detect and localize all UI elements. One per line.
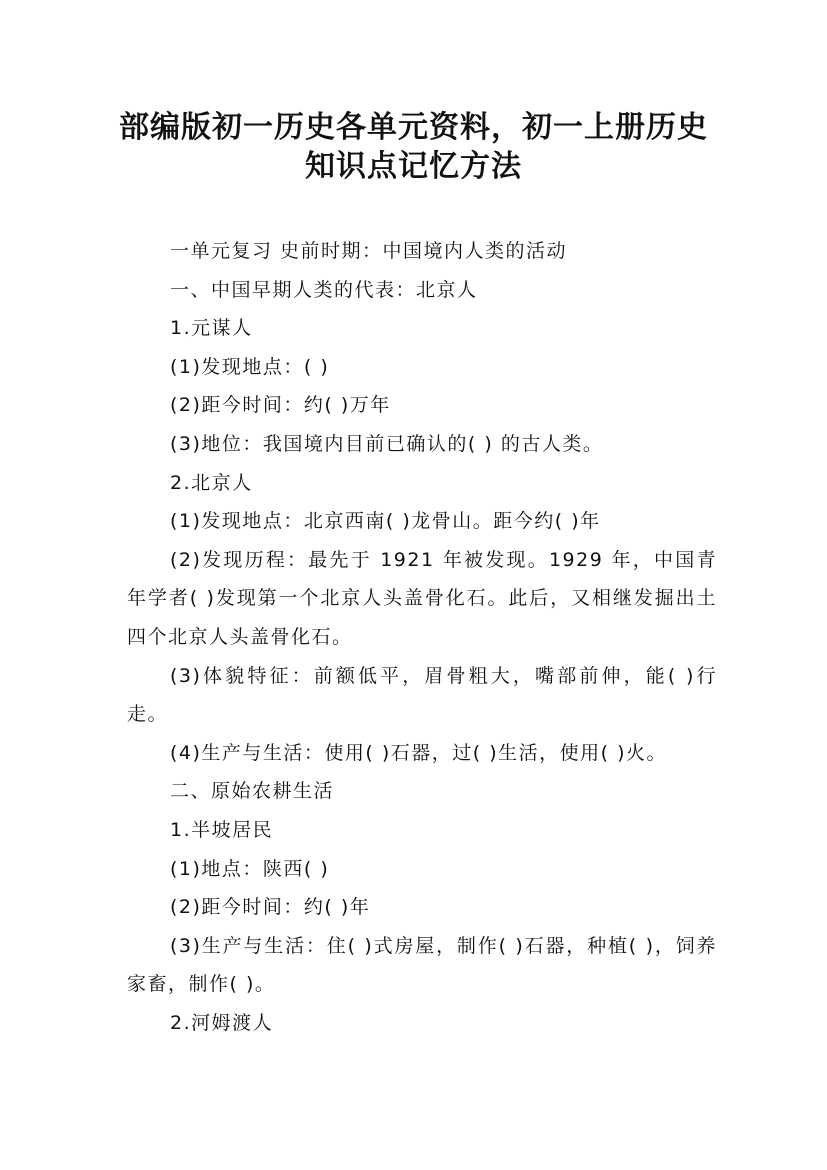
paragraph-wrapped: (3)体貌特征：前额低平，眉骨粗大，嘴部前伸，能( )行走。 [127,664,717,726]
subsection-banpo: 1.半坡居民 [170,818,274,841]
paragraph-line: (3)地位：我国境内目前已确认的( ) 的古人类。 [170,432,604,455]
paragraph-line: (1)发现地点：北京西南( )龙骨山。距今约( )年 [170,510,601,533]
paragraph-line: (4)生产与生活：使用( )石器，过( )生活，使用( )火。 [170,741,668,764]
section-heading-2: 二、原始农耕生活 [170,780,335,803]
paragraph-line: (1)地点：陕西( ) [170,857,330,880]
unit-heading: 一单元复习 史前时期：中国境内人类的活动 [170,240,568,262]
paragraph-line: (2)距今时间：约( )年 [170,896,371,919]
subsection-hemudu: 2.河姆渡人 [170,1011,274,1034]
document-body [127,232,717,1042]
document-title-line-1: 部编版初一历史各单元资料，初一上册历史 [119,110,708,145]
paragraph-line: (2)距今时间：约( )万年 [170,394,391,417]
subsection-yuanmou: 1.元谋人 [170,317,253,340]
document-title-line-2: 知识点记忆方法 [305,149,522,184]
section-heading-1: 一、中国早期人类的代表：北京人 [170,278,478,301]
subsection-beijing: 2.北京人 [170,471,253,494]
paragraph-line: (1)发现地点：( ) [170,355,330,378]
paragraph-wrapped: (2)发现历程：最先于 1921 年被发现。1929 年，中国青年学者( )发现第一个北京人头盖骨化石。此后，又相继发掘出土四个北京人头盖骨化石。 [127,548,717,648]
paragraph-wrapped: (3)生产与生活：住( )式房屋，制作( )石器，种植( )，饲养家畜，制作( )。 [127,934,717,996]
